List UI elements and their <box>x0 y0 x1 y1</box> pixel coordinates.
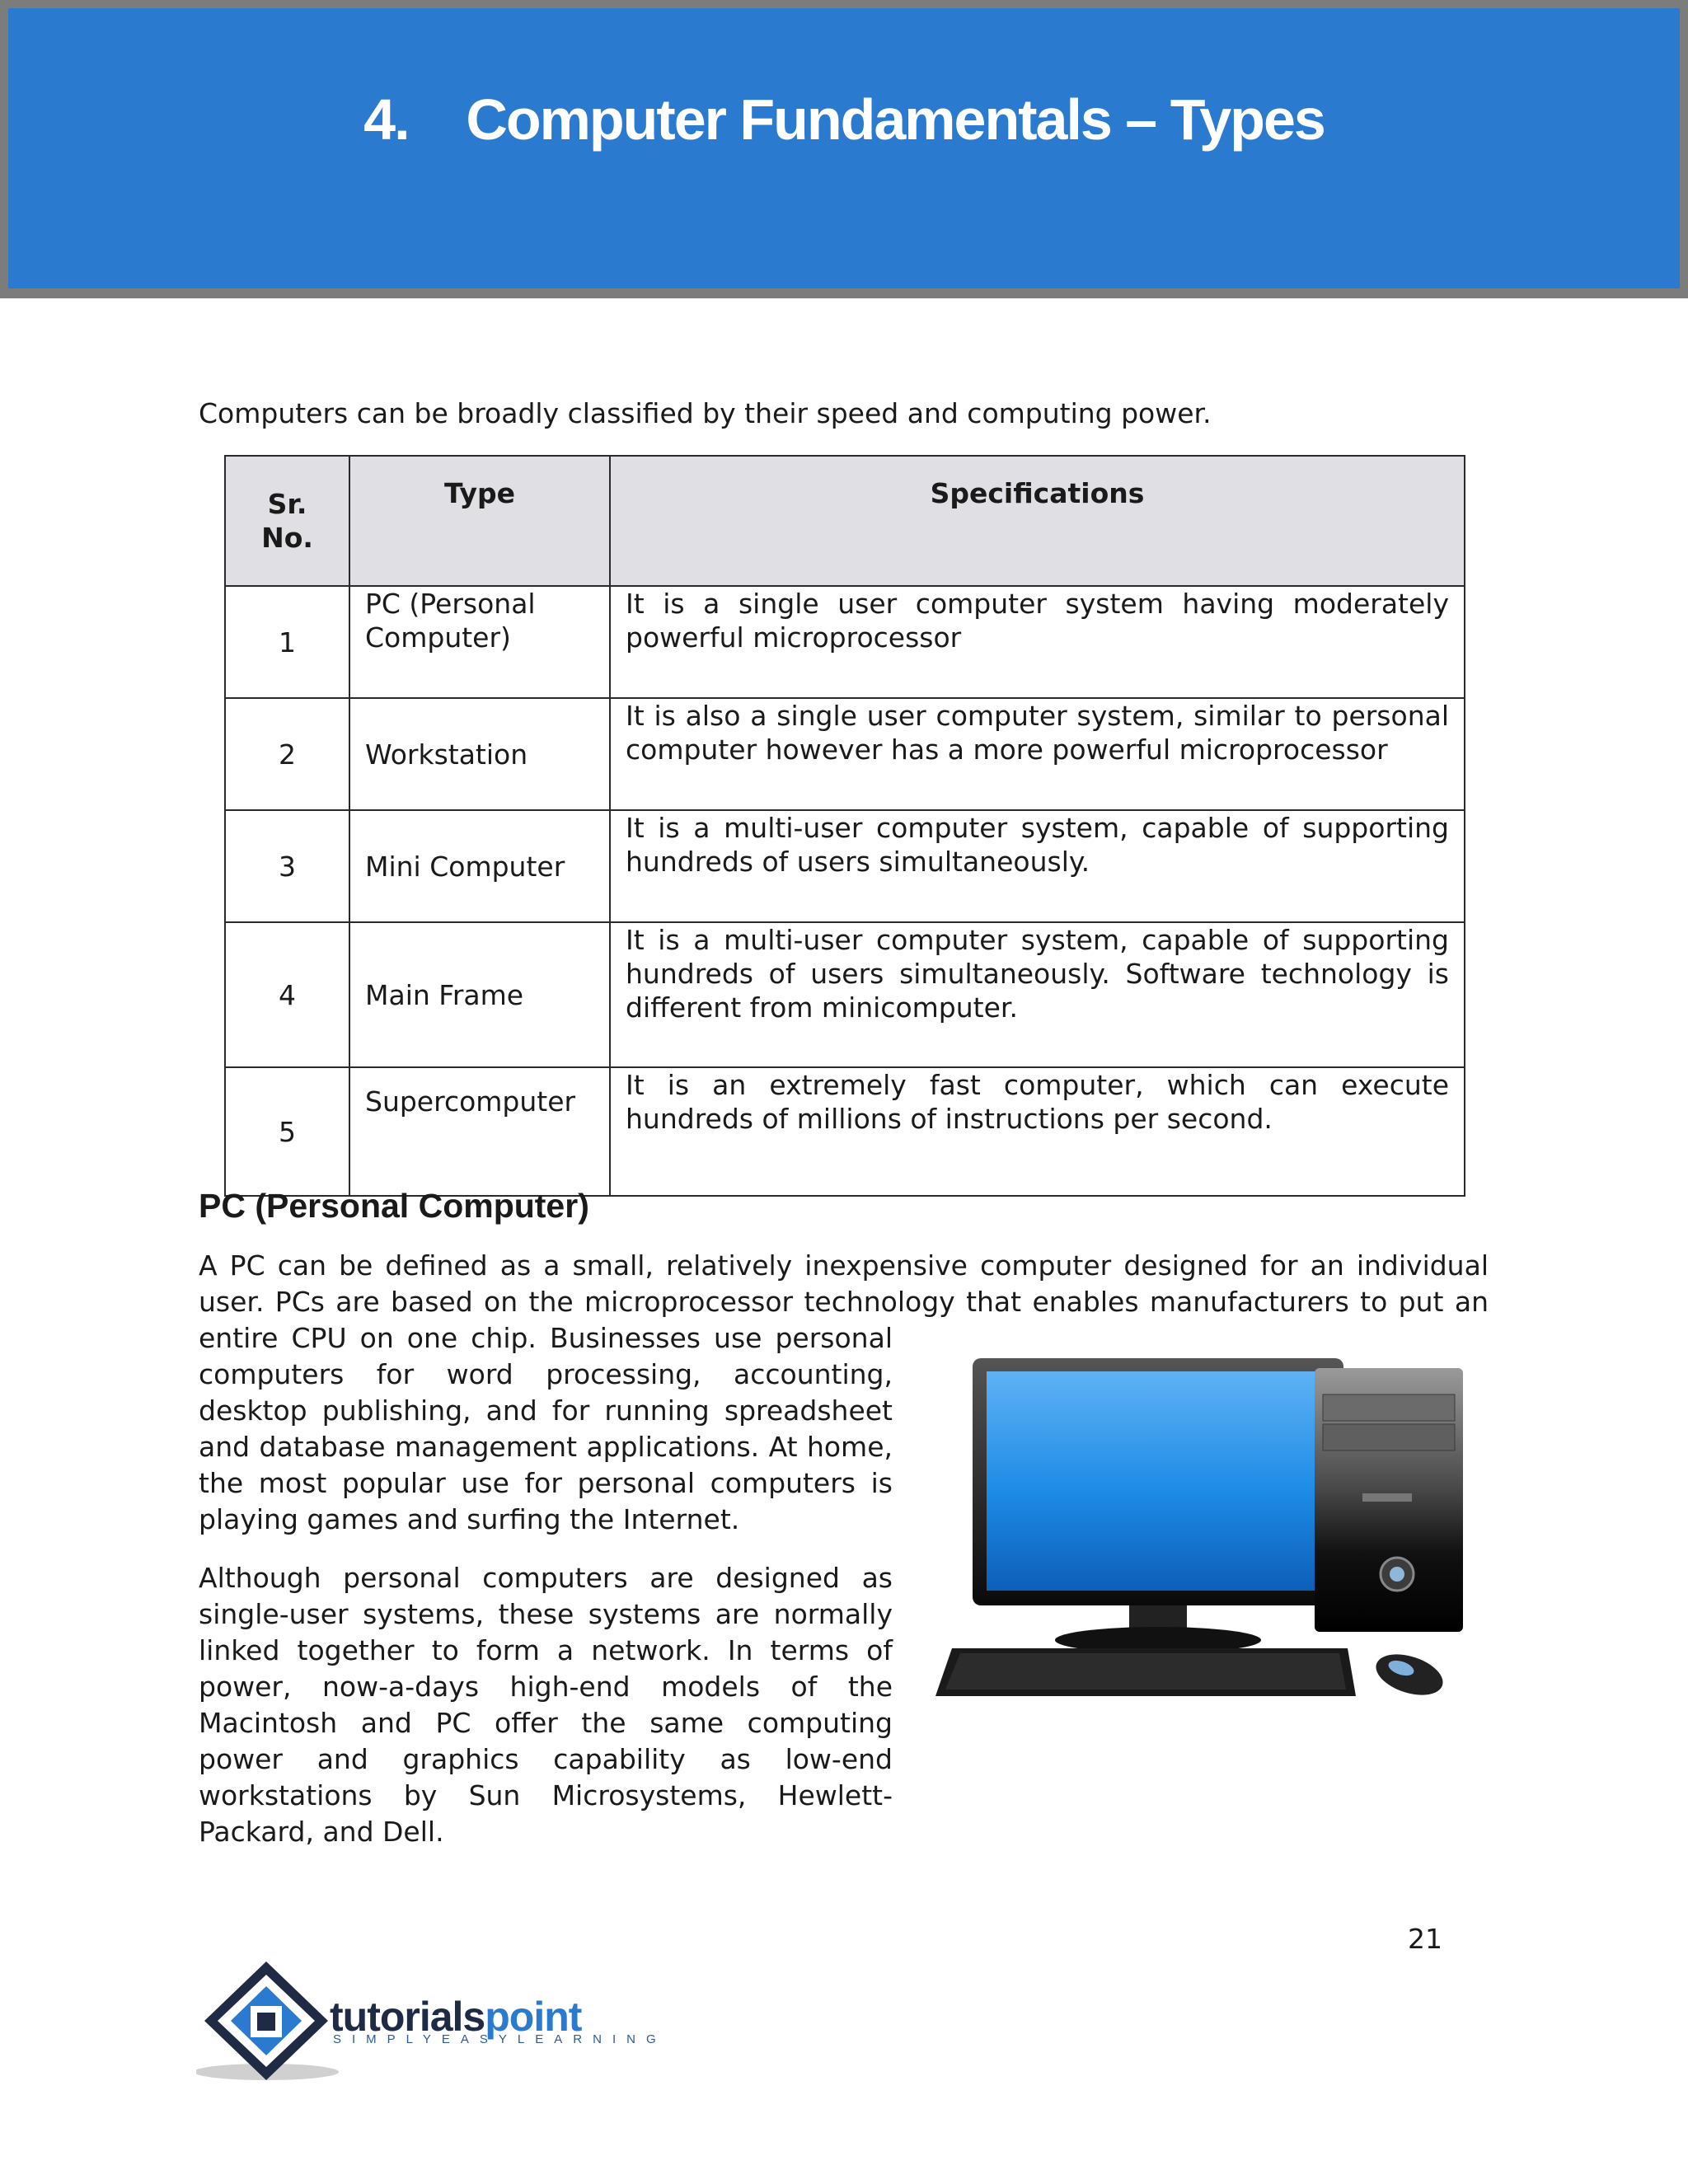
desktop-computer-illustration <box>927 1352 1471 1706</box>
logo-wordmark: tutorialspoint <box>330 1994 582 2040</box>
cell-type: Workstation <box>349 698 610 810</box>
header-sr-no-label: Sr. No. <box>261 488 313 554</box>
header-specifications: Specifications <box>610 456 1465 586</box>
pc-paragraph-uses: entire CPU on one chip. Businesses use personal computers for word processing, accounting, desktop publishing, and for running spreadsheet and database management applications. At home, the most popular use for personal computers is playing games and surfing the Internet. <box>199 1322 893 1535</box>
cell-specification: It is a multi-user computer system, capable of supporting hundreds of users simultaneously. Software technology is different from minicomputer. <box>610 922 1465 1067</box>
cell-sr-no: 2 <box>225 698 349 810</box>
table-header-row <box>225 456 1465 586</box>
cell-specification: It is an extremely fast computer, which can execute hundreds of millions of instructions per second. <box>610 1067 1465 1196</box>
cell-type: Main Frame <box>349 922 610 1067</box>
tower-slot <box>1362 1493 1412 1502</box>
cell-sr-no: 1 <box>225 586 349 698</box>
page-number: 21 <box>1408 1923 1442 1955</box>
cell-specification: It is a single user computer system having moderately powerful microprocessor <box>610 586 1465 698</box>
chapter-title: 4. Computer Fundamentals – Types <box>363 87 1325 152</box>
drive-bay-1 <box>1323 1394 1455 1421</box>
cell-type: Supercomputer <box>349 1067 610 1196</box>
cell-type: Mini Computer <box>349 810 610 922</box>
pc-paragraph-network: Although personal computers are designed as single-user systems, these systems are normally linked together to form a network. In terms of power, now-a-days high-end models of the Macintosh and PC offer the same computing power and graphics capability as low-end workstations by Sun Microsystems, Hewlett-Packard, and Dell. <box>199 1562 893 1848</box>
logo-tagline: SIMPLYEASYLEARNING <box>333 2032 667 2046</box>
table-row <box>225 1067 1465 1196</box>
pc-paragraph-intro <box>199 1248 1489 1320</box>
cell-specification: It is a multi-user computer system, capable of supporting hundreds of users simultaneously. <box>610 810 1465 922</box>
pc-paragraph-line: A PC can be defined as a small, relatively inexpensive computer designed for an individual <box>199 1249 1489 1282</box>
monitor-screen <box>987 1371 1329 1591</box>
table-row <box>225 586 1465 698</box>
cell-sr-no: 3 <box>225 810 349 922</box>
table-row <box>225 698 1465 810</box>
cell-specification: It is also a single user computer system, similar to personal computer however has a more powerful microprocessor <box>610 698 1465 810</box>
drive-bay-2 <box>1323 1424 1455 1451</box>
cell-type: PC (Personal Computer) <box>349 586 610 698</box>
pc-paragraph-line: user. PCs are based on the microprocessor technology that enables manufacturers to put an <box>199 1286 1489 1318</box>
table-row <box>225 922 1465 1067</box>
computer-types-table <box>224 455 1465 1197</box>
header-type: Type <box>349 456 610 586</box>
table-row <box>225 810 1465 922</box>
cell-sr-no: 5 <box>225 1067 349 1196</box>
header-sr-no <box>225 456 349 586</box>
section-heading: PC (Personal Computer) <box>199 1187 589 1225</box>
intro-text: Computers can be broadly classified by their speed and computing power. <box>199 397 1212 429</box>
cell-sr-no: 4 <box>225 922 349 1067</box>
